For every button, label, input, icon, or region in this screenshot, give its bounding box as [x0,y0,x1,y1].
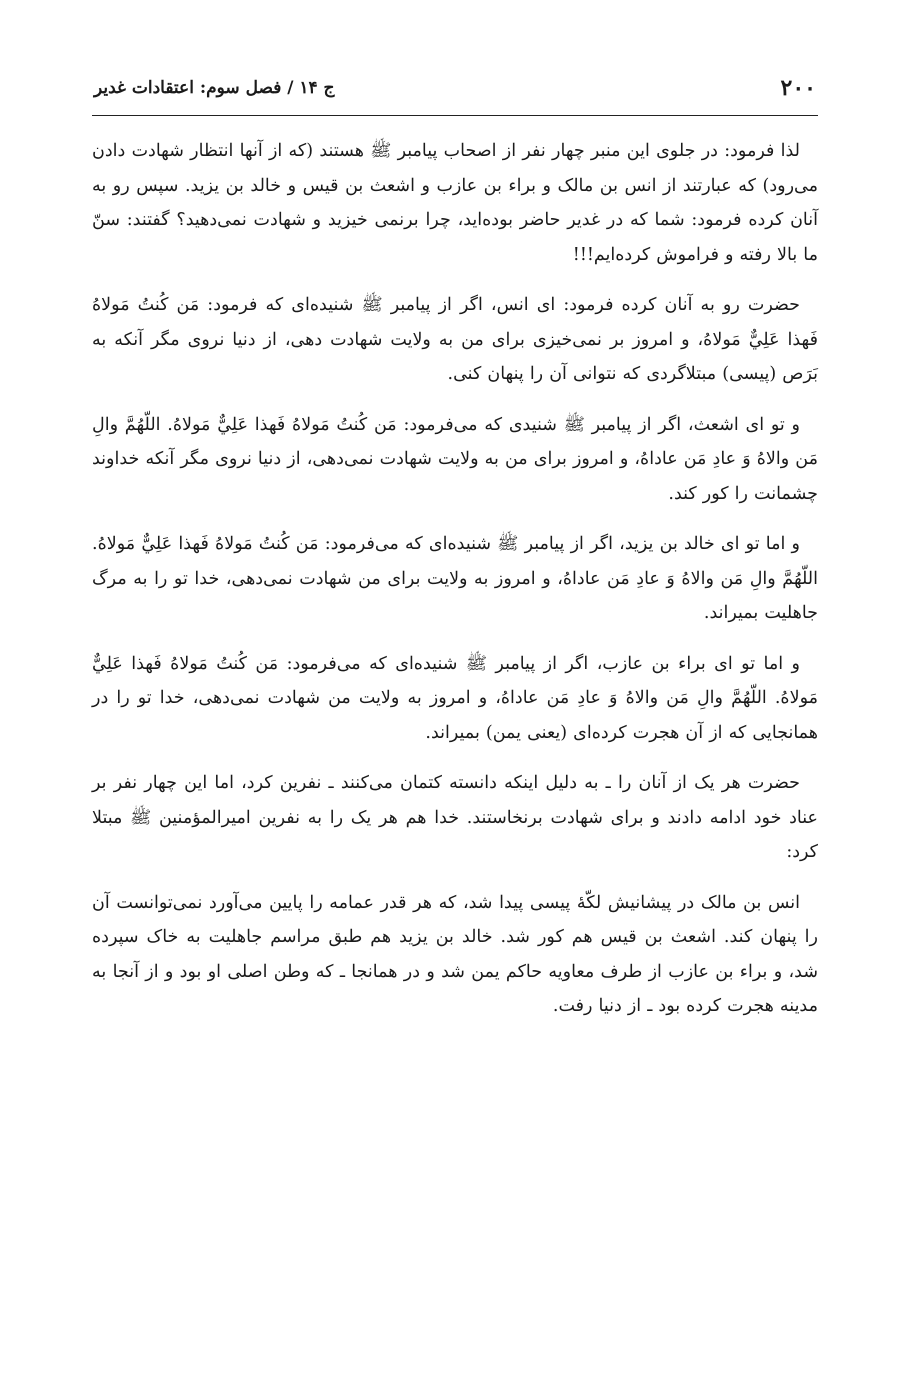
book-page [92,60,818,1360]
page-number: ۲۰۰ [780,74,816,101]
page-body [92,134,818,1024]
paragraph-1: لذا فرمود: در جلوی این منبر چهار نفر از اصحاب پیامبر ﷺ هستند (که از آنها انتظار شهادت دادن می‌رود) که عبارتند از انس بن مالک و براء بن عازب و اشعث بن قیس و خالد بن یزید. سپس رو به آنان کرده فرمود: شما که در غدیر حاضر بوده‌اید، چرا برنمی خیزید و شهادت نمی‌دهید؟ گفتند: سنّ ما بالا رفته و فراموش کرده‌ایم!!! [92,141,818,265]
running-title: ج ۱۴ / فصل سوم: اعتقادات غدیر [94,77,335,98]
paragraph-2: حضرت رو به آنان کرده فرمود: ای انس، اگر از پیامبر ﷺ شنیده‌ای که فرمود: مَن كُنتُ مَولاهُ فَهذا عَلِيٌّ مَولاهُ، و امروز بر نمی‌خیزی برای من به ولایت شهادت دهی، از دنیا نروی مگر آنکه به بَرَص (پیسی) مبتلاگردی که نتوانی آن را پنهان کنی. [92,295,818,384]
paragraph-4: و اما تو ای خالد بن یزید، اگر از پیامبر ﷺ شنیده‌ای که می‌فرمود: مَن كُنتُ مَولاهُ فَهذا عَلِيٌّ مَولاهُ. اللّهُمَّ والِ مَن والاهُ وَ عادِ مَن عاداهُ، و امروز به ولایت برای من شهادت نمی‌دهی، خدا تو را به مرگ جاهلیت بمیراند. [92,534,818,623]
page-header [92,60,818,116]
paragraph-3: و تو ای اشعث، اگر از پیامبر ﷺ شنیدی که می‌فرمود: مَن كُنتُ مَولاهُ فَهذا عَلِيٌّ مَولاهُ. اللّهُمَّ والِ مَن والاهُ وَ عادِ مَن عاداهُ، و امروز برای من به ولایت شهادت نمی‌دهی، از دنیا نروی مگر آنکه خداوند چشمانت را کور کند. [92,414,818,504]
paragraph-6: حضرت هر یک از آنان را ـ به دلیل اینکه دانسته کتمان می‌کنند ـ نفرین کرد، اما این چهار نفر بر عناد خود ادامه دادند و برای شهادت برنخاستند. خدا هم هر یک را به نفرین امیرالمؤمنین ﷺ مبتلا کرد: [92,773,818,862]
paragraph-7: انس بن مالک در پیشانیش لکّهٔ پیسی پیدا شد، که هر قدر عمامه را پایین می‌آورد نمی‌توانست آن را پنهان کند. اشعث بن قیس هم کور شد. خالد بن یزید هم طبق مراسم جاهلیت به خاک سپرده شد، و براء بن عازب از طرف معاویه حاکم یمن شد و در همانجا ـ که وطن اصلی او بود و از آنجا به مدینه هجرت کرده بود ـ از دنیا رفت. [92,892,818,1016]
paragraph-5: و اما تو ای براء بن عازب، اگر از پیامبر ﷺ شنیده‌ای که می‌فرمود: مَن كُنتُ مَولاهُ فَهذا عَلِيٌّ مَولاهُ. اللّهُمَّ والِ مَن والاهُ وَ عادِ مَن عاداهُ، و امروز به ولایت من شهادت نمی‌دهی، خدا تو را در همانجایی که از آن هجرت کرده‌ای (یعنی یمن) بمیراند. [92,653,818,743]
